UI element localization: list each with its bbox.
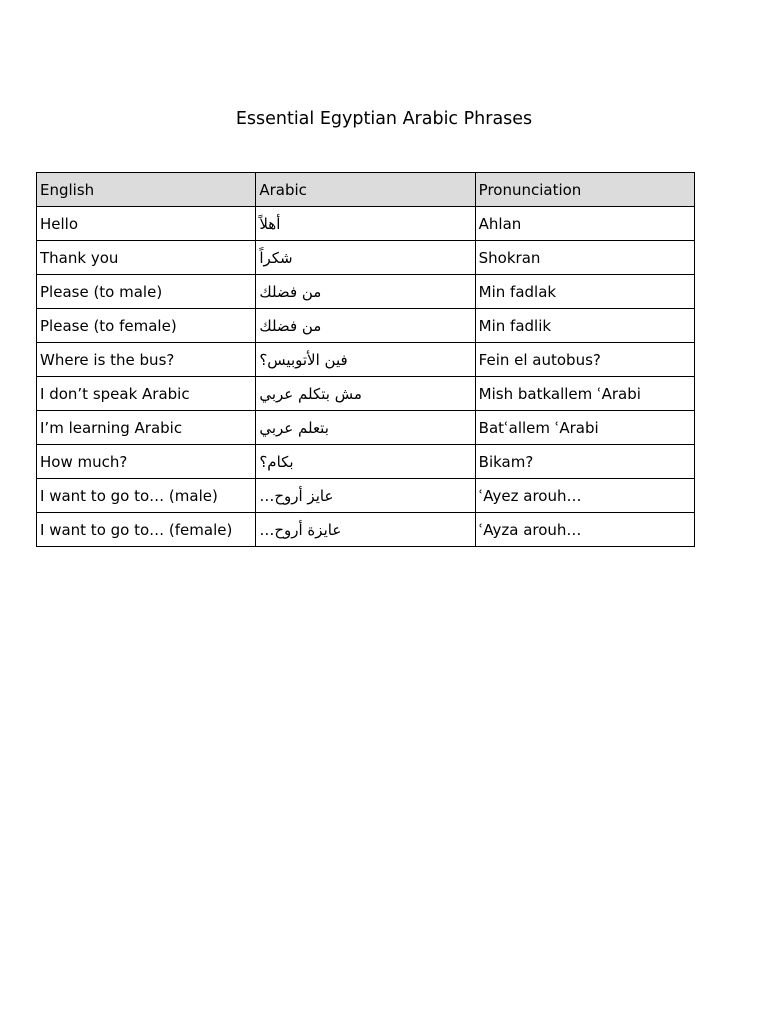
table-row: [37, 343, 695, 377]
header-arabic: Arabic: [256, 173, 475, 207]
table-row: [37, 479, 695, 513]
cell-pronunciation: Shokran: [475, 241, 694, 275]
cell-arabic: فين الأتوبيس؟: [256, 343, 475, 377]
cell-pronunciation: ʿAyez arouh…: [475, 479, 694, 513]
header-english: English: [37, 173, 256, 207]
header-pronunciation: Pronunciation: [475, 173, 694, 207]
cell-arabic: مش بتكلم عربي: [256, 377, 475, 411]
cell-pronunciation: Bikam?: [475, 445, 694, 479]
cell-arabic: من فضلك: [256, 275, 475, 309]
cell-english: How much?: [37, 445, 256, 479]
cell-pronunciation: Batʿallem ʿArabi: [475, 411, 694, 445]
phrase-table: [36, 172, 695, 547]
table-row: [37, 513, 695, 547]
cell-english: Please (to female): [37, 309, 256, 343]
cell-english: I’m learning Arabic: [37, 411, 256, 445]
table-row: [37, 411, 695, 445]
cell-english: I don’t speak Arabic: [37, 377, 256, 411]
cell-arabic: بتعلم عربي: [256, 411, 475, 445]
table-row: [37, 275, 695, 309]
cell-pronunciation: Fein el autobus?: [475, 343, 694, 377]
cell-arabic: بكام؟: [256, 445, 475, 479]
cell-pronunciation: Min fadlik: [475, 309, 694, 343]
cell-arabic: عايزة أروح…: [256, 513, 475, 547]
table-row: [37, 377, 695, 411]
cell-pronunciation: Mish batkallem ʿArabi: [475, 377, 694, 411]
cell-pronunciation: Ahlan: [475, 207, 694, 241]
cell-arabic: عايز أروح…: [256, 479, 475, 513]
cell-pronunciation: Min fadlak: [475, 275, 694, 309]
cell-arabic: أهلاً: [256, 207, 475, 241]
cell-arabic: شكراً: [256, 241, 475, 275]
table-row: [37, 445, 695, 479]
cell-english: I want to go to… (female): [37, 513, 256, 547]
table-row: [37, 309, 695, 343]
cell-english: I want to go to… (male): [37, 479, 256, 513]
cell-english: Thank you: [37, 241, 256, 275]
cell-arabic: من فضلك: [256, 309, 475, 343]
page-title: Essential Egyptian Arabic Phrases: [235, 109, 533, 129]
cell-pronunciation: ʿAyza arouh…: [475, 513, 694, 547]
table-row: [37, 241, 695, 275]
table-header-row: [37, 173, 695, 207]
cell-english: Please (to male): [37, 275, 256, 309]
cell-english: Where is the bus?: [37, 343, 256, 377]
cell-english: Hello: [37, 207, 256, 241]
table-row: [37, 207, 695, 241]
